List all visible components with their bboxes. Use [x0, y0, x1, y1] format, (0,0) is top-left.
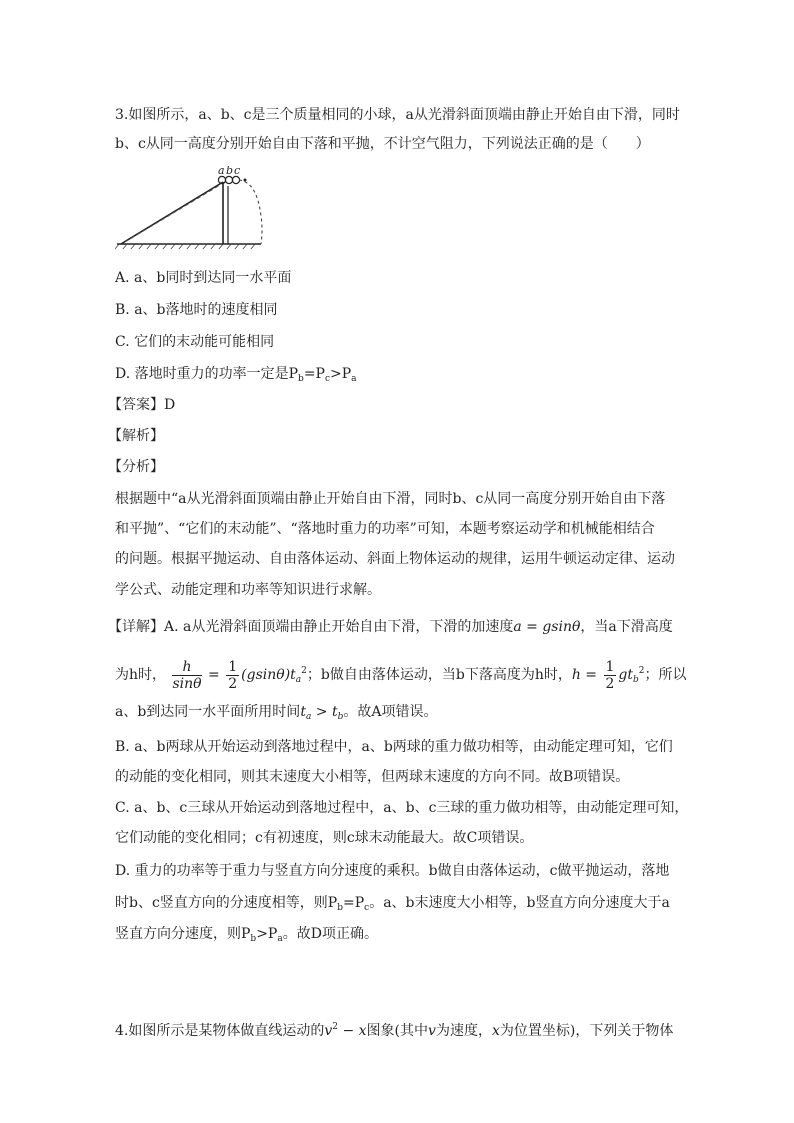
fenxi-line: 和平抛”、“它们的末动能”、“落地时重力的功率”可知，本题考察运动学和机械能相结合	[115, 521, 655, 537]
ball-c	[232, 176, 239, 183]
q3-option-c: C. 它们的末动能可能相同	[115, 334, 275, 350]
detail-line3: a、b到达同一水平面所用时间$t_a > t_b$。故A项错误。	[115, 704, 438, 722]
incline-surface	[121, 182, 223, 244]
fenxi-line: 的问题。根据平抛运动、自由落体运动、斜面上物体运动的规律，运用牛顿运动定律、运动	[115, 551, 675, 567]
label-b: b	[226, 166, 234, 177]
q3-option-a: A. a、b同时到达同一水平面	[115, 270, 292, 286]
fraction: $\frac{1}{2}$	[605, 658, 615, 692]
q3-stem-line1: 3.如图所示，a、b、c是三个质量相同的小球，a从光滑斜面顶端由静止开始自由下滑，同时	[115, 107, 680, 123]
fenxi-line: 根据题中“a从光滑斜面顶端由静止开始自由下滑，同时b、c从同一高度分别开始自由下落	[115, 491, 666, 507]
q3-stem-line2: b、c从同一高度分别开始自由下落和平抛，不计空气阻力，下列说法正确的是（ ）	[115, 136, 650, 152]
detail-b-line: B. a、b两球从开始运动到落地过程中，a、b两球的重力做功相等，由动能定理可知，它们	[115, 739, 673, 755]
incline-projectile-figure	[115, 166, 265, 250]
ball-c-velocity-dot	[244, 179, 247, 182]
detail-line1: 【详解】A. a从光滑斜面顶端由静止开始自由下滑，下滑的加速度a = gsinθ，当a下滑高度	[108, 619, 673, 635]
label-c: c	[234, 166, 241, 177]
q3-option-b: B. a、b落地时的速度相同	[115, 302, 278, 318]
q4-stem: 4.如图所示是某物体做直线运动的$v^2 - x$图象(其中v为速度，x为位置坐标)，下列关于物体	[115, 1022, 674, 1039]
fenxi-line: 学公式、动能定理和功率等知识进行求解。	[115, 582, 381, 598]
label-a: a	[218, 166, 225, 177]
q3-option-d: D. 落地时重力的功率一定是$P_b=P_c>P_a$	[115, 366, 357, 384]
detail-c-line: 它们动能的变化相同；c有初速度，则c球末动能最大。故C项错误。	[115, 830, 534, 846]
detail-d-line1: D. 重力的功率等于重力与竖直方向分速度的乘积。b做自由落体运动，c做平抛运动，落地	[115, 863, 670, 879]
detail-d-line3: 竖直方向分速度，则$P_b>P_a$。故D项正确。	[115, 926, 378, 944]
projectile-path-c	[239, 180, 262, 244]
detail-b-line: 的动能的变化相同，则其末速度大小相等，但两球末速度的方向不同。故B项错误。	[115, 769, 630, 785]
fraction: $\frac{h}{\sin\theta}$	[172, 658, 202, 692]
detail-d-line2: 时b、c竖直方向的分速度相等，则$P_b=P_c$。a、b末速度大小相等，b竖直方向分速度大于a	[115, 895, 670, 913]
detail-line2: 为h时， $\frac{h}{\sin\theta}$ = $\frac{1}{2}$ $(gsin\theta)t_a^2$；b做自由落体运动，当b下落高度为h时，h = $\frac{1}{2}$ $gt_b^2$；所以	[115, 658, 687, 692]
q3-fenxi-heading: 【分析】	[108, 459, 164, 475]
q3-answer: 【答案】D	[108, 397, 176, 413]
ball-b	[225, 176, 232, 183]
detail-c-line: C. a、b、c三球从开始运动到落地过程中，a、b、c三球的重力做功相等，由动能定理可知，	[115, 800, 689, 816]
q3-analysis-heading: 【解析】	[108, 428, 164, 444]
fraction: $\frac{1}{2}$	[228, 658, 238, 692]
